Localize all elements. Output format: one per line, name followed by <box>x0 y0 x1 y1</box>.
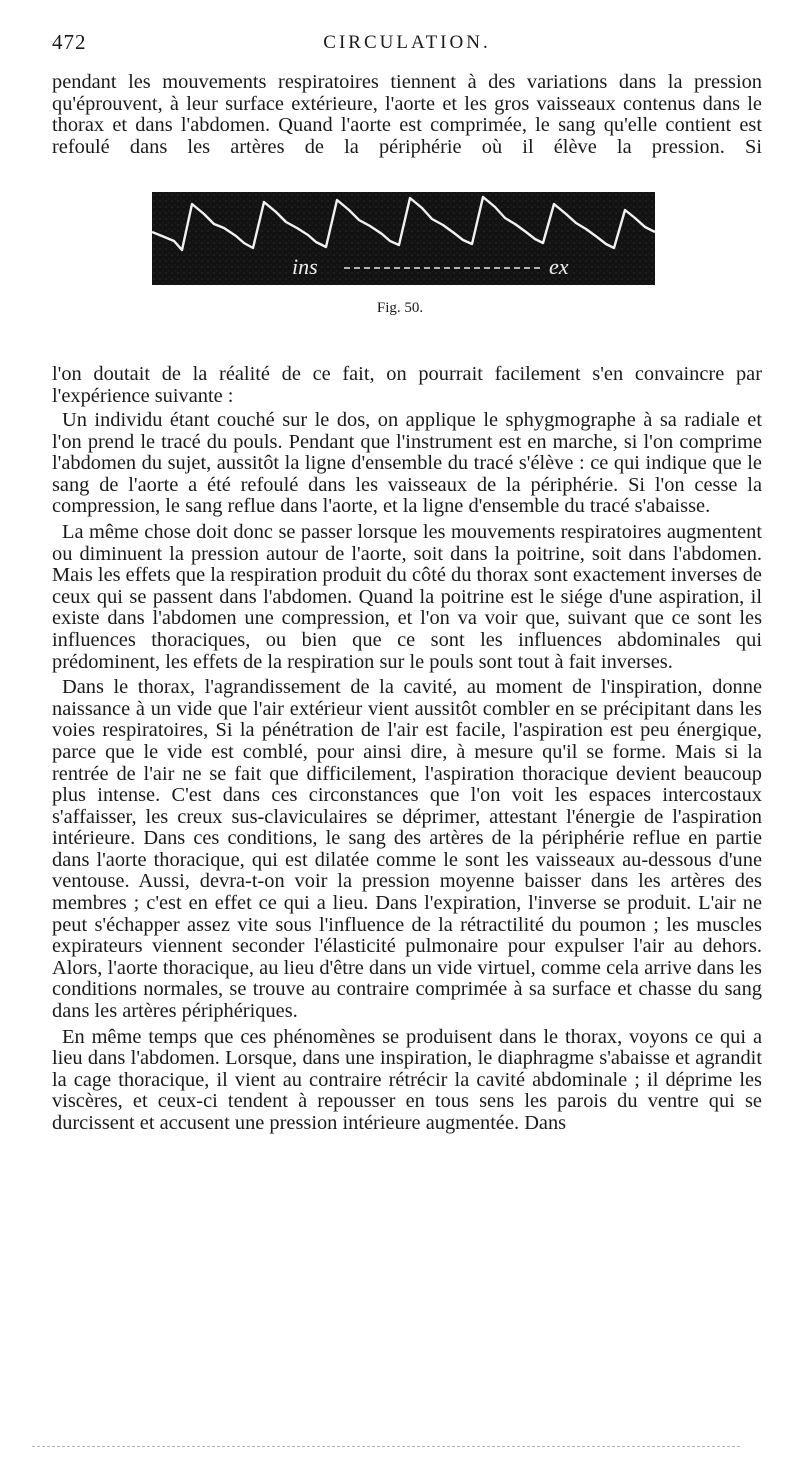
text-block-after-figure <box>52 364 762 407</box>
figure-label-ex: ex <box>549 254 569 279</box>
page-number: 472 <box>52 30 87 54</box>
sphygmograph-tracing-figure <box>152 192 655 285</box>
paragraph-after-figure: l'on doutait de la réalité de ce fait, on pourrait facilement s'en convaincre par l'expérience suivante : <box>52 363 762 407</box>
text-body <box>52 410 762 1135</box>
page-header <box>52 30 762 60</box>
running-title: CIRCULATION. <box>323 32 491 53</box>
figure-label-ins: ins <box>292 254 318 279</box>
footer-rule <box>32 1446 740 1447</box>
paragraph: Un individu étant couché sur le dos, on applique le sphygmographe à sa radiale et l'on prend le tracé du pouls. Pendant que l'instrument est en marche, si l'on comprime l'abdomen du sujet, aussitôt la ligne d'ensemble du tracé s'élève : ce qui indique que le sang de l'aorte a été refoulé dans les vaisseaux de la périphérie. Si l'on cesse la compression, le sang reflue dans l'aorte, et la ligne d'ensemble du tracé s'abaisse. <box>52 409 762 518</box>
figure-background <box>152 192 655 285</box>
paragraph: En même temps que ces phénomènes se produisent dans le thorax, voyons ce qui a lieu dans l'abdomen. Lorsque, dans une inspiration, le diaphragme s'abaisse et agrandit la cage thoracique, il vient au contraire rétrécir la cavité abdominale ; il déprime les viscères, et ceux-ci tendent à repousser en tous sens les parois du ventre qui se durcissent et accusent une pression intérieure augmentée. Dans <box>52 1025 762 1134</box>
paragraph-top: pendant les mouvements respiratoires tiennent à des variations dans la pression qu'éprouvent, à leur surface extérieure, l'aorte et les gros vaisseaux contenus dans le thorax et dans l'abdomen. Quand l'aorte est comprimée, le sang qu'elle contient est refoulé dans les artères de la périphérie où il élève la pression. Si <box>52 71 762 158</box>
pulse-tracing-svg <box>152 192 655 285</box>
text-block-top <box>52 72 762 158</box>
figure-caption: Fig. 50. <box>376 300 424 316</box>
paragraph: La même chose doit donc se passer lorsque les mouvements respiratoires augmentent ou diminuent la pression autour de l'aorte, soit dans la poitrine, soit dans l'abdomen. Mais les effets que la respiration produit du côté du thorax sont exactement inverses de ceux qui se passent dans l'abdomen. Quand la poitrine est le siége d'une aspiration, il existe dans l'abdomen une compression, et l'on va voir que, suivant que ce sont les influences thoraciques, ou bien que ce sont les influences abdominales qui prédominent, les effets de la respiration sur le pouls sont tout à fait inverses. <box>52 520 762 673</box>
paragraph: Dans le thorax, l'agrandissement de la cavité, au moment de l'inspiration, donne naissance à un vide que l'air extérieur vient aussitôt combler en se précipitant dans les voies respiratoires, Si la pénétration de l'air est facile, l'aspiration est peu énergique, parce que le vide est comblé, pour ainsi dire, à mesure qu'il se forme. Mais si la rentrée de l'air ne se fait que difficilement, l'aspiration thoracique devient beaucoup plus intense. C'est dans ces circonstances que l'on voit les espaces intercostaux s'affaisser, les creux sus-claviculaires se déprimer, attestant l'énergie de l'aspiration intérieure. Dans ces conditions, le sang des artères de la périphérie reflue en partie dans l'aorte thoracique, qui est dilatée comme le sont les vaisseaux au-dessous d'une ventouse. Aussi, devra-t-on voir la pression moyenne baisser dans les artères des membres ; c'est en effet ce qui a lieu. Dans l'expiration, l'inverse se produit. L'air ne peut s'échapper assez vite sous l'influence de la rétractilité du poumon ; les muscles expirateurs viennent seconder l'élasticité pulmonaire pour expulser l'air au dehors. Alors, l'aorte thoracique, au lieu d'être dans un vide virtuel, comme cela arrive dans les conditions normales, se trouve au contraire comprimée à sa surface et chasse du sang dans les artères périphériques. <box>52 676 762 1023</box>
